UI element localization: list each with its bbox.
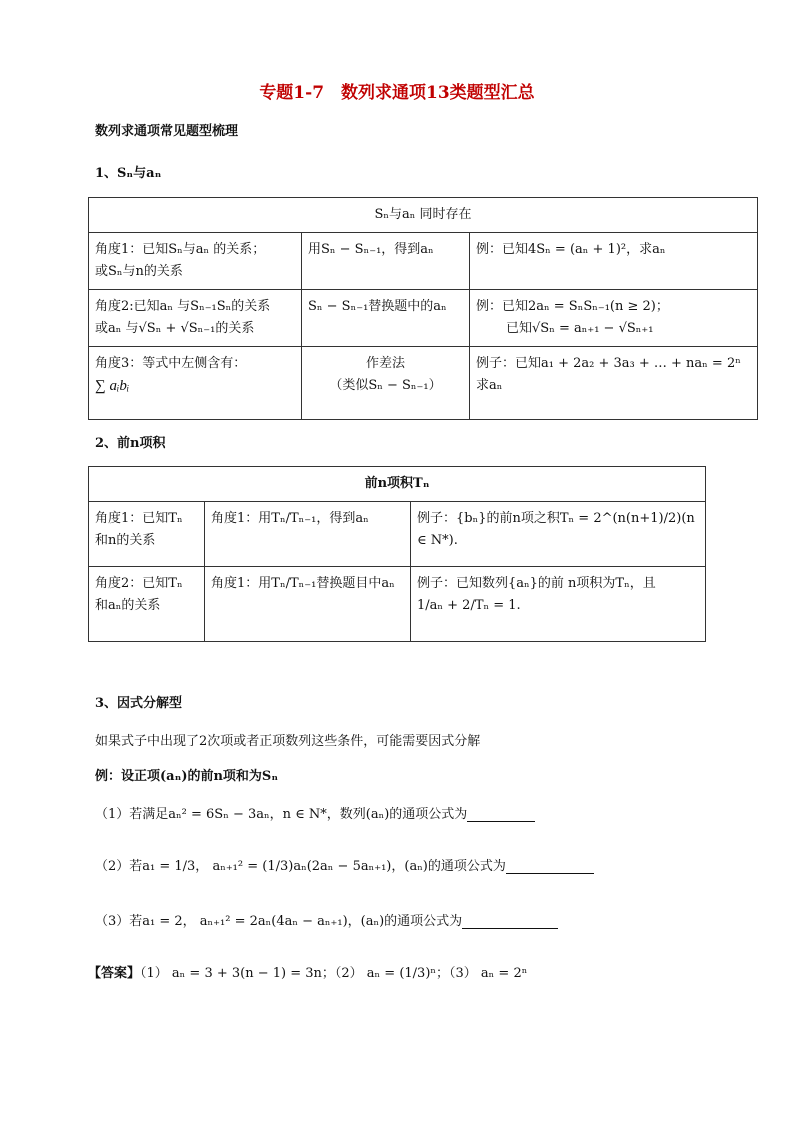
answer-blank: [467, 807, 535, 822]
table-row: [89, 567, 706, 642]
cell-text: （类似Sₙ − Sₙ₋₁）: [329, 378, 442, 393]
table-cell: [89, 347, 302, 420]
table-cell: [89, 502, 205, 567]
section1-heading: 1、Sₙ与aₙ: [95, 166, 162, 181]
table-cell: [205, 567, 411, 642]
cell-text: 或aₙ 与√Sₙ + √Sₙ₋₁的关系: [95, 321, 255, 336]
table2-header: 前n项积Tₙ: [89, 467, 706, 502]
table-tn: [88, 466, 706, 642]
example-text: 例：设正项(aₙ)的前n项和为Sₙ: [95, 769, 279, 784]
cell-text: 角度1：用Tₙ/Tₙ₋₁，得到aₙ: [211, 511, 369, 526]
table-cell: [470, 290, 758, 347]
cell-text: 和aₙ的关系: [95, 598, 161, 613]
question-text: （3）若a₁ = 2， aₙ₊₁² = 2aₙ(4aₙ − aₙ₊₁)，(aₙ)的通项公式为: [95, 914, 463, 929]
table-cell: [470, 233, 758, 290]
table-cell: [89, 290, 302, 347]
table-cell: [411, 502, 706, 567]
cell-text: 作差法: [365, 356, 405, 371]
table-row: [89, 347, 758, 420]
answer-blank: [462, 914, 558, 929]
answer-label: 【答案】: [88, 966, 141, 981]
answer-blank: [506, 859, 594, 874]
cell-text: 例子：已知数列{aₙ}的前 n项积为Tₙ，且: [417, 576, 656, 591]
cell-text: 角度1：已知Sₙ与aₙ 的关系；: [95, 242, 266, 257]
table-cell: [89, 567, 205, 642]
section3-intro: 如果式子中出现了2次项或者正项数列这些条件，可能需要因式分解: [95, 734, 481, 749]
answer-line: [88, 962, 527, 981]
table-cell: [205, 502, 411, 567]
table-cell: [470, 347, 758, 420]
table-row: [89, 290, 758, 347]
question-text: （2）若a₁ = 1/3， aₙ₊₁² = (1/3)aₙ(2aₙ − 5aₙ₊₁)，(aₙ)的通项公式为: [95, 859, 506, 874]
cell-text: 或Sₙ与n的关系: [95, 264, 183, 279]
cell-text: Sₙ − Sₙ₋₁替换题中的aₙ: [308, 299, 447, 314]
question-2: [95, 855, 594, 874]
table1-header: Sₙ与aₙ 同时存在: [89, 198, 758, 233]
table-cell: [302, 347, 470, 420]
cell-text: 和n的关系: [95, 533, 156, 548]
answer-text: （1） aₙ = 3 + 3(n − 1) = 3n；（2） aₙ = (1/3)ⁿ；（3） aₙ = 2ⁿ: [140, 966, 528, 981]
cell-text: 用Sₙ − Sₙ₋₁，得到aₙ: [308, 242, 434, 257]
question-3: [95, 910, 558, 929]
table-row: [89, 233, 758, 290]
cell-text: 1/aₙ + 2/Tₙ = 1.: [417, 598, 521, 613]
cell-text: 例：已知4Sₙ = (aₙ + 1)²，求aₙ: [476, 242, 666, 257]
page-title: 专题1-7 数列求通项13类题型汇总: [259, 83, 535, 103]
cell-text: 角度1：用Tₙ/Tₙ₋₁替换题目中aₙ: [211, 576, 395, 591]
cell-text: 角度2：已知Tₙ: [95, 576, 183, 591]
table-row: [89, 502, 706, 567]
question-text: （1）若满足aₙ² = 6Sₙ − 3aₙ，n ∈ N*，数列(aₙ)的通项公式为: [95, 807, 468, 822]
table-sn-an: [88, 197, 758, 420]
cell-text: 例：已知2aₙ = SₙSₙ₋₁(n ≥ 2)；: [476, 299, 669, 314]
cell-text: 例子：{bₙ}的前n项之积Tₙ = 2^(n(n+1)/2)(n ∈ N*).: [417, 511, 695, 548]
table-cell: [302, 233, 470, 290]
table-cell: [411, 567, 706, 642]
section2-heading: 2、前n项积: [95, 436, 166, 451]
cell-text: 角度2:已知aₙ 与Sₙ₋₁Sₙ的关系: [95, 299, 271, 314]
cell-text: 例子：已知a₁ + 2a₂ + 3a₃ + … + naₙ = 2ⁿ求aₙ: [476, 356, 741, 393]
subtitle: 数列求通项常见题型梳理: [95, 124, 239, 139]
cell-text: 已知√Sₙ = aₙ₊₁ − √Sₙ₊₁: [506, 321, 654, 336]
cell-text: 角度3：等式中左侧含有：: [95, 356, 247, 371]
cell-text: 角度1：已知Tₙ: [95, 511, 183, 526]
table-cell: [302, 290, 470, 347]
question-1: [95, 803, 535, 822]
table-cell: [89, 233, 302, 290]
sum-formula: ∑ aᵢbᵢ: [95, 378, 130, 394]
section3-heading: 3、因式分解型: [95, 696, 183, 711]
